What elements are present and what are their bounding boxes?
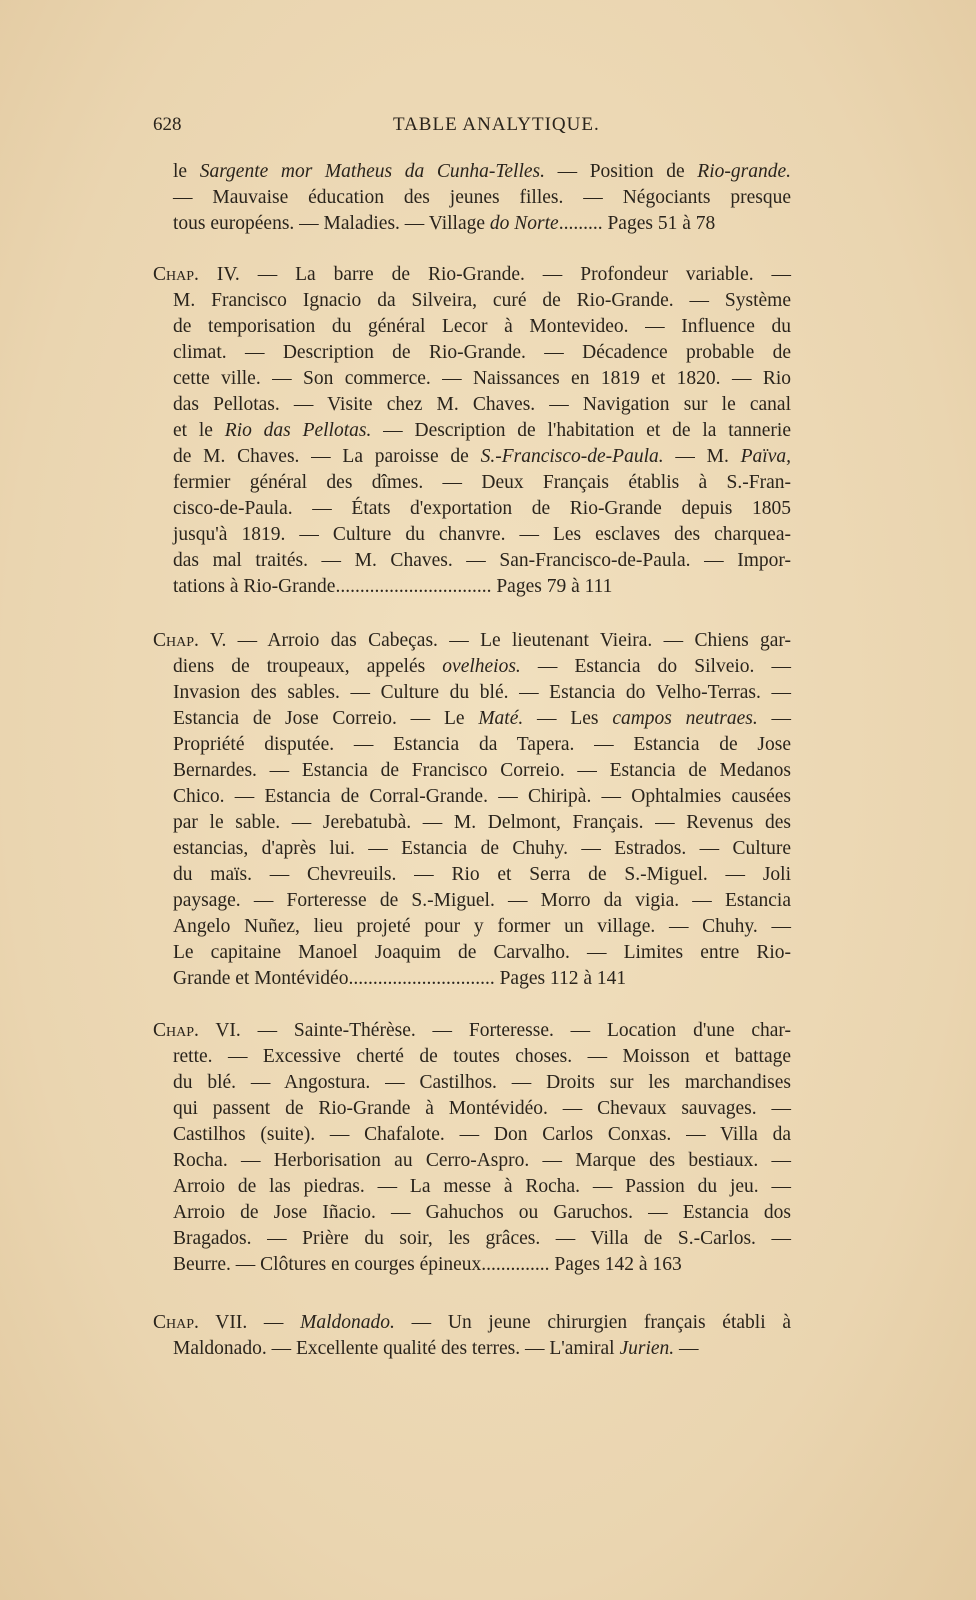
text-segment: fermier général des dîmes. — Deux Français établis à S.-Fran- (173, 472, 791, 493)
text-segment: — La barre de Rio-Grande. — Profondeur variable. — (239, 264, 791, 285)
text-line (153, 628, 791, 654)
text-line (153, 211, 851, 237)
text-segment: das mal traités. — M. Chaves. — San-Francisco-de-Paula. — Impor- (173, 550, 791, 571)
text-line (153, 496, 791, 522)
text-segment: — Un jeune chirurgien français établi à (394, 1312, 791, 1333)
text-segment: — Estancia do Silveio. — (520, 656, 791, 677)
text-segment: Invasion des sables. — Culture du blé. — Estancia do Velho-Terras. — (173, 682, 791, 703)
text-line (153, 1018, 791, 1044)
text-line (153, 444, 791, 470)
text-line (153, 418, 791, 444)
text-line (153, 836, 791, 862)
italic-text: Jurien. (619, 1338, 675, 1359)
text-segment: paysage. — Forteresse de S.-Miguel. — Morro da vigia. — Estancia (173, 890, 791, 911)
text-segment: tous européens. — Maladies. — Village (173, 213, 490, 234)
text-line (153, 1252, 851, 1278)
paragraph-chap-iii-end (153, 159, 793, 237)
text-segment: diens de troupeaux, appelés (173, 656, 443, 677)
text-segment: das Pellotas. — Visite chez M. Chaves. — Navigation sur le canal (173, 394, 791, 415)
text-line (153, 732, 791, 758)
text-line (153, 185, 791, 211)
text-segment: — (757, 708, 792, 729)
text-segment: Grande et Montévidéo.............................. Pages 112 à 141 (173, 968, 627, 989)
text-line (153, 654, 791, 680)
text-segment: — Arroio das Cabeças. — Le lieutenant Vieira. — Chiens gar- (226, 630, 791, 651)
text-segment: Angelo Nuñez, lieu projeté pour y former un village. — Chuhy. — (173, 916, 791, 937)
text-segment: M. Francisco Ignacio da Silveira, curé de Rio-Grande. — Système (173, 290, 791, 311)
text-line (153, 314, 791, 340)
text-segment: qui passent de Rio-Grande à Montévidéo. — Chevaux sauvages. — (173, 1098, 791, 1119)
text-segment: Rocha. — Herborisation au Cerro-Aspro. — Marque des bestiaux. — (173, 1150, 791, 1171)
text-line (153, 1200, 791, 1226)
text-segment: de temporisation du général Lecor à Montevideo. — Influence du (173, 316, 791, 337)
text-segment: Arroio de Jose Iñacio. — Gahuchos ou Garuchos. — Estancia dos (173, 1202, 791, 1223)
text-segment: Maldonado. — Excellente qualité des terres. — L'amiral (173, 1338, 620, 1359)
text-line (153, 340, 791, 366)
text-segment: — (247, 1312, 301, 1333)
text-segment: cisco-de-Paula. — États d'exportation de Rio-Grande depuis 1805 (173, 498, 791, 519)
paragraph-chap-vii (153, 1310, 793, 1362)
text-line (153, 548, 791, 574)
text-segment: du blé. — Angostura. — Castilhos. — Droits sur les marchandises (173, 1072, 791, 1093)
paragraph-chap-v (153, 628, 793, 992)
italic-text: Sargente mor Matheus da Cunha-Telles. (199, 161, 545, 182)
text-segment: — M. (663, 446, 741, 467)
text-segment: — (674, 1338, 699, 1359)
italic-text: ovelheios. (442, 656, 521, 677)
text-segment: tations à Rio-Grande................................ Pages 79 à 111 (173, 576, 613, 597)
text-segment: Le capitaine Manoel Joaquim de Carvalho. — Limites entre Rio- (173, 942, 791, 963)
text-line (153, 574, 851, 600)
text-line (153, 288, 791, 314)
italic-text: campos neutraes. (612, 708, 758, 729)
text-line (153, 522, 791, 548)
text-line (153, 680, 791, 706)
text-line (153, 1148, 791, 1174)
text-segment: — Description de l'habitation et de la tannerie (371, 420, 791, 441)
italic-text: Rio das Pellotas. (224, 420, 372, 441)
italic-text: Maldonado. (300, 1312, 395, 1333)
chapter-label: Chap. VII. (153, 1312, 248, 1333)
text-segment: Beurre. — Clôtures en courges épineux.............. Pages 142 à 163 (173, 1254, 682, 1275)
text-segment: — Mauvaise éducation des jeunes filles. — Négociants presque (173, 187, 791, 208)
chapter-label: Chap. IV. (153, 264, 240, 285)
text-line (153, 1310, 791, 1336)
running-title: TABLE ANALYTIQUE. (393, 114, 600, 135)
text-segment: Chico. — Estancia de Corral-Grande. — Chiripà. — Ophtalmies causées (173, 786, 791, 807)
chapter-label: Chap. VI. (153, 1020, 241, 1041)
text-line (153, 1044, 791, 1070)
text-segment: Estancia de Jose Correio. — Le (173, 708, 479, 729)
text-segment: de M. Chaves. — La paroisse de (173, 446, 481, 467)
text-segment: — Position de (544, 161, 698, 182)
text-segment: Propriété disputée. — Estancia da Tapera. — Estancia de Jose (173, 734, 791, 755)
text-segment: ......... Pages 51 à 78 (558, 213, 716, 234)
text-line (153, 706, 791, 732)
text-segment: Bragados. — Prière du soir, les grâces. — Villa de S.-Carlos. — (173, 1228, 791, 1249)
text-segment: par le sable. — Jerebatubà. — M. Delmont, Français. — Revenus des (173, 812, 791, 833)
text-segment: et le (173, 420, 225, 441)
text-segment: cette ville. — Son commerce. — Naissances en 1819 et 1820. — Rio (173, 368, 791, 389)
text-segment: estancias, d'après lui. — Estancia de Chuhy. — Estrados. — Culture (173, 838, 791, 859)
text-line (153, 966, 851, 992)
text-segment: rette. — Excessive cherté de toutes choses. — Moisson et battage (173, 1046, 791, 1067)
text-line (153, 914, 791, 940)
text-segment: Castilhos (suite). — Chafalote. — Don Carlos Conxas. — Villa da (173, 1124, 791, 1145)
text-line (153, 784, 791, 810)
text-segment: du maïs. — Chevreuils. — Rio et Serra de S.-Miguel. — Joli (173, 864, 791, 885)
text-segment: Bernardes. — Estancia de Francisco Correio. — Estancia de Medanos (173, 760, 791, 781)
text-line (153, 470, 791, 496)
text-line (153, 1122, 791, 1148)
text-line (153, 1336, 791, 1362)
text-line (153, 810, 791, 836)
text-segment: — Les (523, 708, 613, 729)
text-segment: le (173, 161, 200, 182)
text-segment: jusqu'à 1819. — Culture du chanvre. — Les esclaves des charquea- (173, 524, 791, 545)
text-line (153, 1226, 791, 1252)
paragraph-chap-iv (153, 262, 793, 600)
text-line (153, 758, 791, 784)
running-header (153, 114, 853, 140)
paragraph-chap-vi (153, 1018, 793, 1278)
italic-text: Païva, (740, 446, 791, 467)
page-number: 628 (153, 114, 182, 135)
text-line (153, 1096, 791, 1122)
text-line (153, 1070, 791, 1096)
text-line (153, 262, 791, 288)
italic-text: Maté. (478, 708, 524, 729)
text-line (153, 159, 791, 185)
text-line (153, 1174, 791, 1200)
text-segment: climat. — Description de Rio-Grande. — Décadence probable de (173, 342, 791, 363)
text-line (153, 888, 791, 914)
italic-text: Rio-grande. (697, 161, 791, 182)
text-line (153, 366, 791, 392)
text-line (153, 940, 791, 966)
text-line (153, 392, 791, 418)
italic-text: S.-Francisco-de-Paula. (480, 446, 664, 467)
chapter-label: Chap. V. (153, 630, 227, 651)
text-segment: Arroio de las piedras. — La messe à Rocha. — Passion du jeu. — (173, 1176, 791, 1197)
text-segment: — Sainte-Thérèse. — Forteresse. — Location d'une char- (240, 1020, 791, 1041)
text-line (153, 862, 791, 888)
italic-text: do Norte (489, 213, 559, 234)
